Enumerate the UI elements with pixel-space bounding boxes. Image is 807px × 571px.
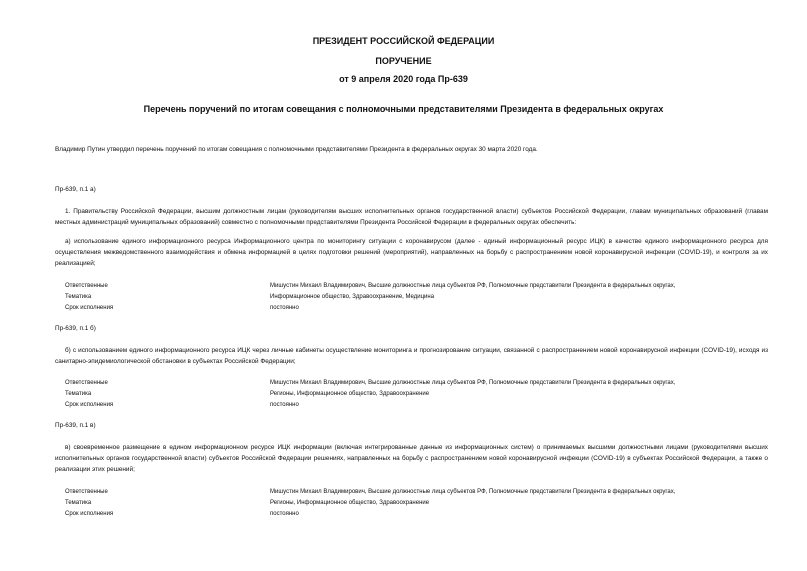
- section-ref: Пр-639, п.1 в): [55, 422, 96, 429]
- topic-value: Информационное общество, Здравоохранение, Медицина: [270, 294, 435, 300]
- section-paragraph: в) своевременное размещение в едином информационном ресурсе ИЦК информации (включая интегрированные данные из информационных систем) о принимаемых высшими должностными лицами (руководителями высших исполнительных органов государственной власти) субъектов Российской Федерации решениях, направленных на борьбу с распространением новой коронавирусной инфекции (COVID-19) в субъектах Российской Федерации, а также о реализации этих решений;: [55, 444, 768, 473]
- deadline-label: Срок исполнения: [65, 305, 114, 311]
- section-paragraph: б) с использованием единого информационного ресурса ИЦК через личные кабинеты осуществление мониторинга и прогнозирование ситуации, связанной с распространением новой коронавирусной инфекции (COVID-19), исходя из санитарно-эпидемиологической обстановки в субъектах Российской Федерации;: [55, 347, 768, 365]
- document-type-heading: ПОРУЧЕНИЕ: [375, 56, 432, 66]
- topic-label: Тематика: [65, 391, 92, 397]
- topic-label: Тематика: [65, 500, 92, 506]
- deadline-label: Срок исполнения: [65, 402, 114, 408]
- deadline-value: постоянно: [270, 305, 299, 311]
- topic-value: Регионы, Информационное общество, Здравоохранение: [270, 391, 430, 397]
- topic-label: Тематика: [65, 294, 92, 300]
- section-paragraph: 1. Правительству Российской Федерации, высшим должностным лицам (руководителям высших исполнительных органов государственной власти) субъектов Российской Федерации, главам муниципальных образований (главам местных администраций муниципальных образований) совместно с полномочными представителями Президента Российской Федерации в федеральных округах обеспечить:: [55, 208, 768, 226]
- section-paragraph: а) использование единого информационного ресурса Информационного центра по мониторингу ситуации с коронавирусом (далее - единый информационный ресурс ИЦК) в качестве единого информационного ресурса для осуществления межведомственного взаимодействия и обмена информацией в целях подготовки решений (мероприятий), направленных на борьбу с распространением новой коронавирусной инфекции (COVID-19), и контроля за их реализацией;: [55, 238, 768, 267]
- intro-text: Владимир Путин утвердил перечень поручений по итогам совещания с полномочными представителями Президента в федеральных округах 30 марта 2020 года.: [55, 146, 538, 153]
- document-date-number: от 9 апреля 2020 года Пр-639: [339, 74, 468, 84]
- deadline-value: постоянно: [270, 402, 299, 408]
- topic-value: Регионы, Информационное общество, Здравоохранение: [270, 500, 430, 506]
- responsible-label: Ответственные: [65, 489, 108, 495]
- responsible-value: Мишустин Михаил Владимирович, Высшие должностные лица субъектов РФ, Полномочные представители Президента в федеральных округах,: [270, 283, 676, 289]
- responsible-value: Мишустин Михаил Владимирович, Высшие должностные лица субъектов РФ, Полномочные представители Президента в федеральных округах,: [270, 489, 676, 495]
- section-ref: Пр-639, п.1 б): [55, 325, 96, 332]
- responsible-value: Мишустин Михаил Владимирович, Высшие должностные лица субъектов РФ, Полномочные представители Президента в федеральных округах,: [270, 380, 676, 386]
- deadline-label: Срок исполнения: [65, 511, 114, 517]
- issuer-heading: ПРЕЗИДЕНТ РОССИЙСКОЙ ФЕДЕРАЦИИ: [312, 36, 495, 46]
- deadline-value: постоянно: [270, 511, 299, 517]
- responsible-label: Ответственные: [65, 283, 108, 289]
- document-title: Перечень поручений по итогам совещания с полномочными представителями Президента в федеральных округах: [143, 104, 664, 114]
- section-ref: Пр-639, п.1 а): [55, 186, 96, 193]
- responsible-label: Ответственные: [65, 380, 108, 386]
